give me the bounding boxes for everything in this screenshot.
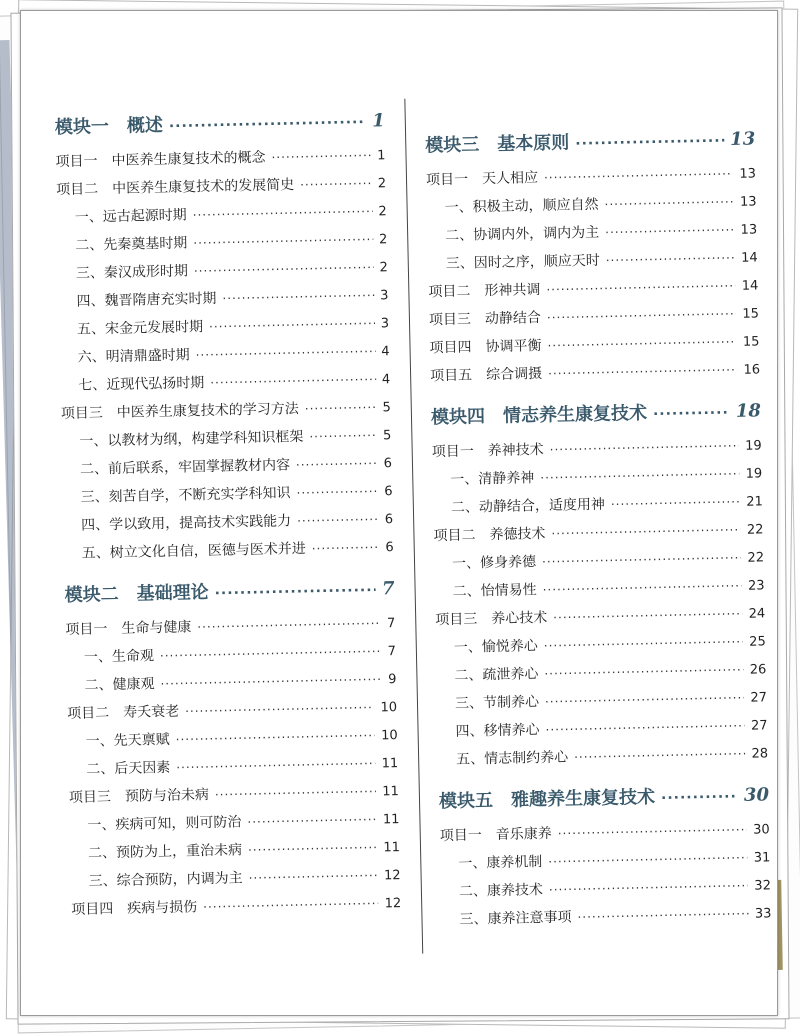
leader-dots — [611, 488, 741, 519]
section-entry-title: 二、后天因素 — [86, 759, 171, 778]
project-entry-title: 项目一 养神技术 — [431, 441, 544, 461]
section-entry-title: 三、节制养心 — [454, 694, 540, 712]
leader-dots — [197, 609, 381, 641]
section-entry-page-number: 23 — [747, 578, 765, 594]
project-entry-page-number: 15 — [742, 334, 760, 350]
section-entry-title: 二、协调内外，调内为主 — [445, 224, 600, 244]
leader-dots — [547, 328, 737, 360]
section-entry-title: 四、移情养心 — [455, 722, 540, 740]
leader-dots — [548, 844, 748, 876]
module-heading[interactable] — [64, 569, 395, 616]
section-entry-title: 二、疏泄养心 — [454, 666, 539, 684]
section-entry-page-number: 14 — [741, 250, 758, 266]
leader-dots — [203, 890, 379, 922]
leader-dots — [540, 460, 740, 492]
project-entry-title: 项目三 预防与治未病 — [68, 787, 210, 806]
module-heading-title: 模块二 基础理论 — [64, 582, 209, 607]
section-entry-page-number: 10 — [380, 728, 398, 744]
section-entry-page-number: 32 — [754, 878, 772, 894]
leader-dots — [296, 449, 378, 479]
project-entry-page-number: 19 — [744, 438, 762, 454]
leader-dots — [551, 516, 741, 548]
section-entry-title: 一、远古起源时期 — [74, 207, 187, 226]
leader-dots — [192, 197, 372, 229]
section-entry-page-number: 6 — [383, 456, 393, 472]
leader-dots — [248, 834, 378, 865]
leader-dots — [553, 600, 743, 632]
project-entry-page-number: 14 — [741, 278, 759, 294]
section-entry-page-number: 3 — [380, 288, 389, 304]
module-heading-title: 模块四 情志养生康复技术 — [430, 402, 648, 429]
module-heading-page-number: 1 — [372, 110, 386, 132]
leader-dots — [222, 281, 374, 312]
module-heading[interactable] — [431, 391, 762, 438]
section-entry-title: 四、魏晋隋唐充实时期 — [76, 290, 217, 310]
section-entry-title: 二、先秦奠基时期 — [75, 235, 188, 254]
section-entry-page-number: 7 — [387, 644, 397, 660]
section-entry-title: 二、康养技术 — [458, 882, 544, 900]
leader-dots — [193, 225, 373, 257]
project-entry-title: 项目三 养心技术 — [435, 609, 548, 629]
project-entry-page-number: 15 — [742, 306, 760, 322]
leader-dots — [214, 571, 376, 614]
project-entry-page-number: 13 — [739, 166, 757, 182]
section-entry-title: 七、近现代弘扬时期 — [78, 375, 205, 394]
leader-dots — [547, 300, 737, 332]
project-entry-page-number: 16 — [743, 362, 761, 378]
section-entry-page-number: 31 — [753, 850, 771, 866]
section-entry-page-number: 2 — [378, 204, 387, 220]
leader-dots — [574, 740, 746, 772]
leader-dots — [175, 722, 375, 754]
leader-dots — [544, 656, 744, 688]
section-entry-page-number: 12 — [383, 868, 401, 884]
section-entry-title: 四、学以致用，提高技术实践能力 — [81, 513, 292, 534]
section-entry-title: 三、因时之序，顺应天时 — [445, 252, 600, 272]
project-entry-title: 项目一 音乐康养 — [439, 825, 552, 845]
project-entry-title: 项目二 中医养生康复技术的发展简史 — [55, 177, 295, 199]
project-entry-page-number: 10 — [380, 700, 398, 716]
section-entry-page-number: 11 — [381, 756, 399, 772]
section-entry-title: 二、健康观 — [84, 676, 155, 694]
section-entry-title: 一、先天禀赋 — [85, 731, 170, 750]
leader-dots — [577, 900, 749, 932]
section-entry-title: 二、前后联系，牢固掌握教材内容 — [79, 457, 291, 478]
project-entry-title: 项目二 寿夭衰老 — [66, 703, 180, 722]
section-entry-title: 一、疾病可知，则可防治 — [87, 814, 242, 834]
toc-left-column — [54, 93, 401, 924]
section-entry-page-number: 33 — [754, 906, 772, 922]
section-entry-page-number: 26 — [749, 662, 767, 678]
section-entry-page-number: 19 — [745, 466, 763, 482]
project-entry-page-number: 30 — [753, 822, 770, 838]
section-entry-title: 三、秦汉成形时期 — [75, 263, 189, 282]
leader-dots — [185, 694, 375, 726]
project-entry-title: 项目三 动静结合 — [428, 309, 542, 329]
leader-dots — [661, 777, 739, 819]
leader-dots — [544, 160, 734, 192]
leader-dots — [542, 572, 742, 604]
leader-dots — [653, 393, 731, 435]
section-entry-title: 三、康养注意事项 — [459, 909, 572, 928]
section-entry-title: 二、预防为上，重治未病 — [87, 842, 243, 862]
section-entry-page-number: 13 — [739, 194, 757, 210]
section-entry[interactable] — [63, 533, 394, 568]
section-entry-page-number: 27 — [750, 718, 768, 734]
module-heading-page-number: 30 — [743, 784, 770, 806]
project-entry-page-number: 22 — [746, 522, 764, 538]
project-entry-title: 项目二 养德技术 — [433, 525, 546, 545]
module-heading-title: 模块三 基本原则 — [425, 132, 570, 157]
leader-dots — [215, 778, 377, 809]
project-entry-page-number: 7 — [386, 616, 396, 632]
project-entry-page-number: 1 — [377, 148, 386, 164]
project-entry-title: 项目三 中医养生康复技术的学习方法 — [60, 401, 299, 423]
section-entry-page-number: 11 — [383, 840, 401, 856]
leader-dots — [297, 505, 379, 535]
project-entry[interactable] — [430, 355, 761, 390]
leader-dots — [168, 103, 366, 147]
leader-dots — [305, 393, 377, 422]
leader-dots — [176, 750, 376, 782]
leader-dots — [209, 309, 375, 340]
section-entry-title: 一、清静养神 — [450, 470, 535, 488]
section-entry-title: 一、积极主动，顺应自然 — [444, 196, 599, 216]
leader-dots — [311, 533, 379, 562]
module-heading-page-number: 13 — [729, 128, 756, 150]
leader-dots — [604, 188, 734, 219]
project-entry-title: 项目五 综合调摄 — [429, 365, 543, 385]
project-entry[interactable] — [71, 889, 402, 924]
section-entry-title: 一、生命观 — [83, 648, 155, 666]
leader-dots — [545, 712, 745, 744]
leader-dots — [549, 872, 749, 904]
toc-right-column — [425, 111, 772, 934]
module-heading-page-number: 7 — [381, 578, 395, 600]
leader-dots — [575, 121, 725, 164]
section-entry-page-number: 28 — [751, 746, 769, 762]
section-entry-page-number: 2 — [379, 260, 389, 276]
section-entry-page-number: 5 — [382, 428, 392, 444]
module-heading[interactable] — [439, 775, 770, 822]
section-entry-title: 三、综合预防，内调为主 — [88, 870, 243, 890]
section-entry-page-number: 25 — [749, 634, 766, 650]
project-entry-title: 项目一 生命与健康 — [65, 619, 192, 639]
section-entry-page-number: 21 — [746, 494, 764, 510]
section-entry-page-number: 6 — [384, 512, 394, 528]
section-entry-title: 三、刻苦自学，不断充实学科知识 — [80, 485, 291, 506]
leader-dots — [542, 544, 742, 576]
leader-dots — [248, 862, 378, 893]
leader-dots — [210, 365, 376, 396]
module-heading-title: 模块一 概述 — [54, 114, 164, 139]
project-entry-page-number: 24 — [748, 606, 766, 622]
module-heading[interactable] — [54, 101, 385, 148]
section-entry-page-number: 11 — [382, 812, 400, 828]
section-entry[interactable] — [441, 899, 772, 934]
section-entry-title: 五、宋金元发展时期 — [76, 319, 204, 338]
module-heading-page-number: 18 — [735, 400, 762, 422]
column-divider — [404, 99, 423, 954]
project-entry-title: 项目一 天人相应 — [425, 170, 539, 189]
section-entry-page-number: 6 — [384, 484, 393, 500]
module-heading[interactable] — [425, 119, 756, 166]
leader-dots — [296, 477, 378, 507]
project-entry-page-number: 11 — [382, 784, 399, 800]
leader-dots — [195, 337, 375, 369]
section-entry-page-number: 4 — [381, 344, 390, 360]
project-entry-title: 项目一 中医养生康复技术的概念 — [55, 149, 266, 171]
leader-dots — [546, 272, 736, 304]
leader-dots — [549, 432, 739, 464]
section-entry-title: 五、情志制约养心 — [456, 749, 569, 768]
project-entry-page-number: 2 — [377, 176, 387, 192]
section-entry-title: 五、树立文化自信，医德与医术并进 — [81, 540, 306, 562]
leader-dots — [545, 684, 745, 716]
leader-dots — [247, 806, 377, 837]
leader-dots — [309, 421, 377, 450]
project-entry-title: 项目四 疾病与损伤 — [71, 899, 198, 918]
section-entry-page-number: 6 — [385, 540, 394, 556]
leader-dots — [194, 253, 374, 285]
leader-dots — [548, 356, 738, 388]
section-entry-page-number: 4 — [381, 372, 391, 388]
section-entry-page-number: 3 — [380, 316, 390, 332]
section-entry-title: 二、怡情易性 — [452, 582, 537, 600]
leader-dots — [271, 142, 371, 172]
leader-dots — [300, 170, 372, 199]
leader-dots — [557, 816, 747, 848]
project-entry-page-number: 5 — [382, 400, 391, 416]
toc-page — [20, 10, 778, 1016]
module-heading-title: 模块五 雅趣养生康复技术 — [438, 786, 656, 813]
section-entry-title: 一、以教材为纲，构建学科知识框架 — [79, 428, 304, 450]
project-entry-title: 项目四 协调平衡 — [429, 337, 542, 357]
leader-dots — [544, 628, 744, 660]
section-entry-page-number: 2 — [378, 232, 388, 248]
section-entry-page-number: 13 — [740, 222, 758, 238]
leader-dots — [605, 216, 735, 247]
toc-content — [20, 10, 778, 1016]
section-entry-title: 一、修身养德 — [451, 554, 537, 572]
section-entry-title: 六、明清鼎盛时期 — [77, 347, 190, 366]
section-entry-page-number: 9 — [388, 672, 397, 688]
leader-dots — [605, 244, 735, 275]
project-entry-page-number: 12 — [384, 896, 402, 912]
section-entry-page-number: 27 — [750, 690, 768, 706]
section-entry-title: 二、动静结合，适度用神 — [450, 496, 606, 516]
section-entry-title: 一、愉悦养心 — [453, 638, 538, 656]
project-entry-title: 项目二 形神共调 — [428, 281, 541, 301]
section-entry[interactable] — [438, 739, 769, 774]
section-entry-page-number: 22 — [747, 550, 765, 566]
section-entry-title: 一、康养机制 — [458, 854, 543, 872]
